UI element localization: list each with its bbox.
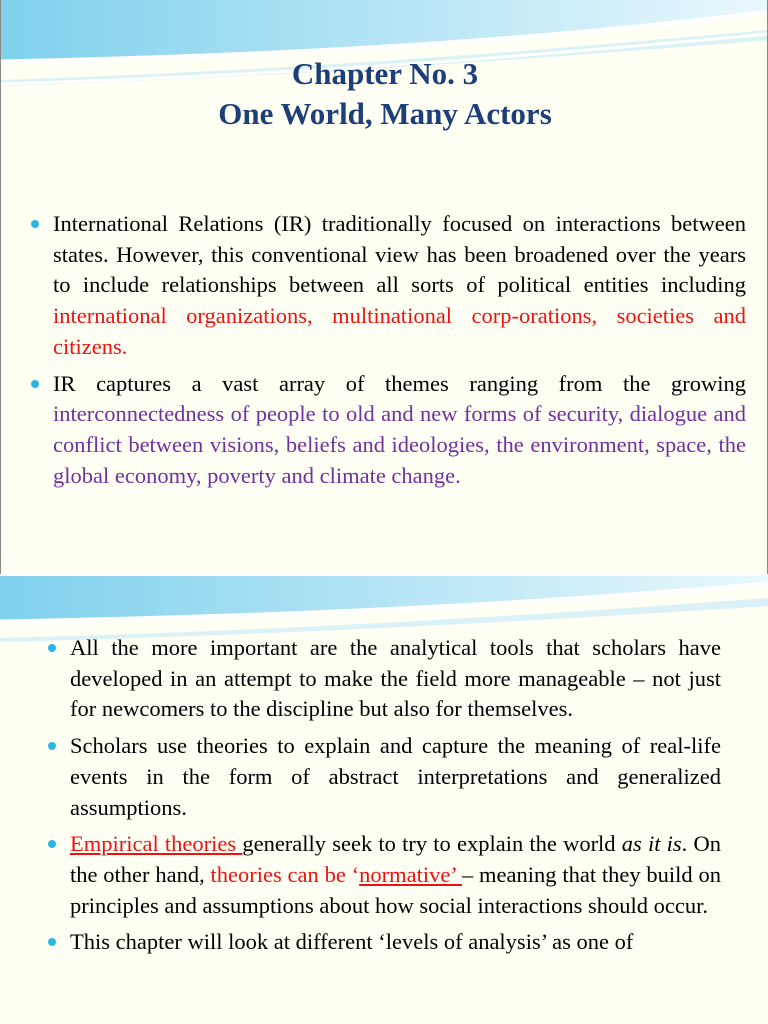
bullet-icon: [48, 938, 56, 946]
list-item: International Relations (IR) traditionally focused on interactions between states. However, this conventional view has been broadened over the years to include relationships between all sorts of political entities including international organizations, multinational corp-orations, societies and citizens.: [53, 209, 746, 363]
slide-2-bullet-list: [70, 633, 721, 964]
list-item: This chapter will look at different ‘levels of analysis’ as one of: [70, 927, 721, 958]
highlight-text: normative’: [359, 861, 462, 887]
bullet-icon: [31, 380, 39, 388]
highlight-text: Empirical theories: [70, 831, 243, 857]
list-item: IR captures a vast array of themes ranging from the growing interconnectedness of people to old and new forms of security, dialogue and conflict between visions, beliefs and ideologies, the environment, space, the global economy, poverty and climate change.: [53, 369, 746, 492]
bullet-icon: [31, 220, 39, 228]
highlight-text: international organizations, multinational corp-orations, societies and citizens.: [53, 303, 746, 359]
chapter-title: Chapter No. 3: [291, 56, 479, 91]
chapter-subtitle: One World, Many Actors: [218, 96, 552, 131]
list-item: Scholars use theories to explain and capture the meaning of real-life events in the form of abstract interpretations and generalized assumptions.: [70, 731, 721, 823]
bullet-icon: [48, 742, 56, 750]
slide-2: [0, 576, 768, 1024]
slide-1-bullet-list: [53, 209, 746, 497]
bullet-icon: [48, 840, 56, 848]
list-item: Empirical theories generally seek to try to explain the world as it is. On the other hand, theories can be ‘normative’ – meaning that they build on principles and assumptions about how social interactions should occur.: [70, 829, 721, 921]
bullet-icon: [48, 644, 56, 652]
highlight-text: interconnectedness of people to old and new forms of security, dialogue and conflict between visions, beliefs and ideologies, the environment, space, the global economy, poverty and climate change.: [53, 401, 746, 488]
highlight-text: theories can be ‘: [210, 861, 360, 887]
list-item: All the more important are the analytical tools that scholars have developed in an attempt to make the field more manageable – not just for newcomers to the discipline but also for themselves.: [70, 633, 721, 725]
